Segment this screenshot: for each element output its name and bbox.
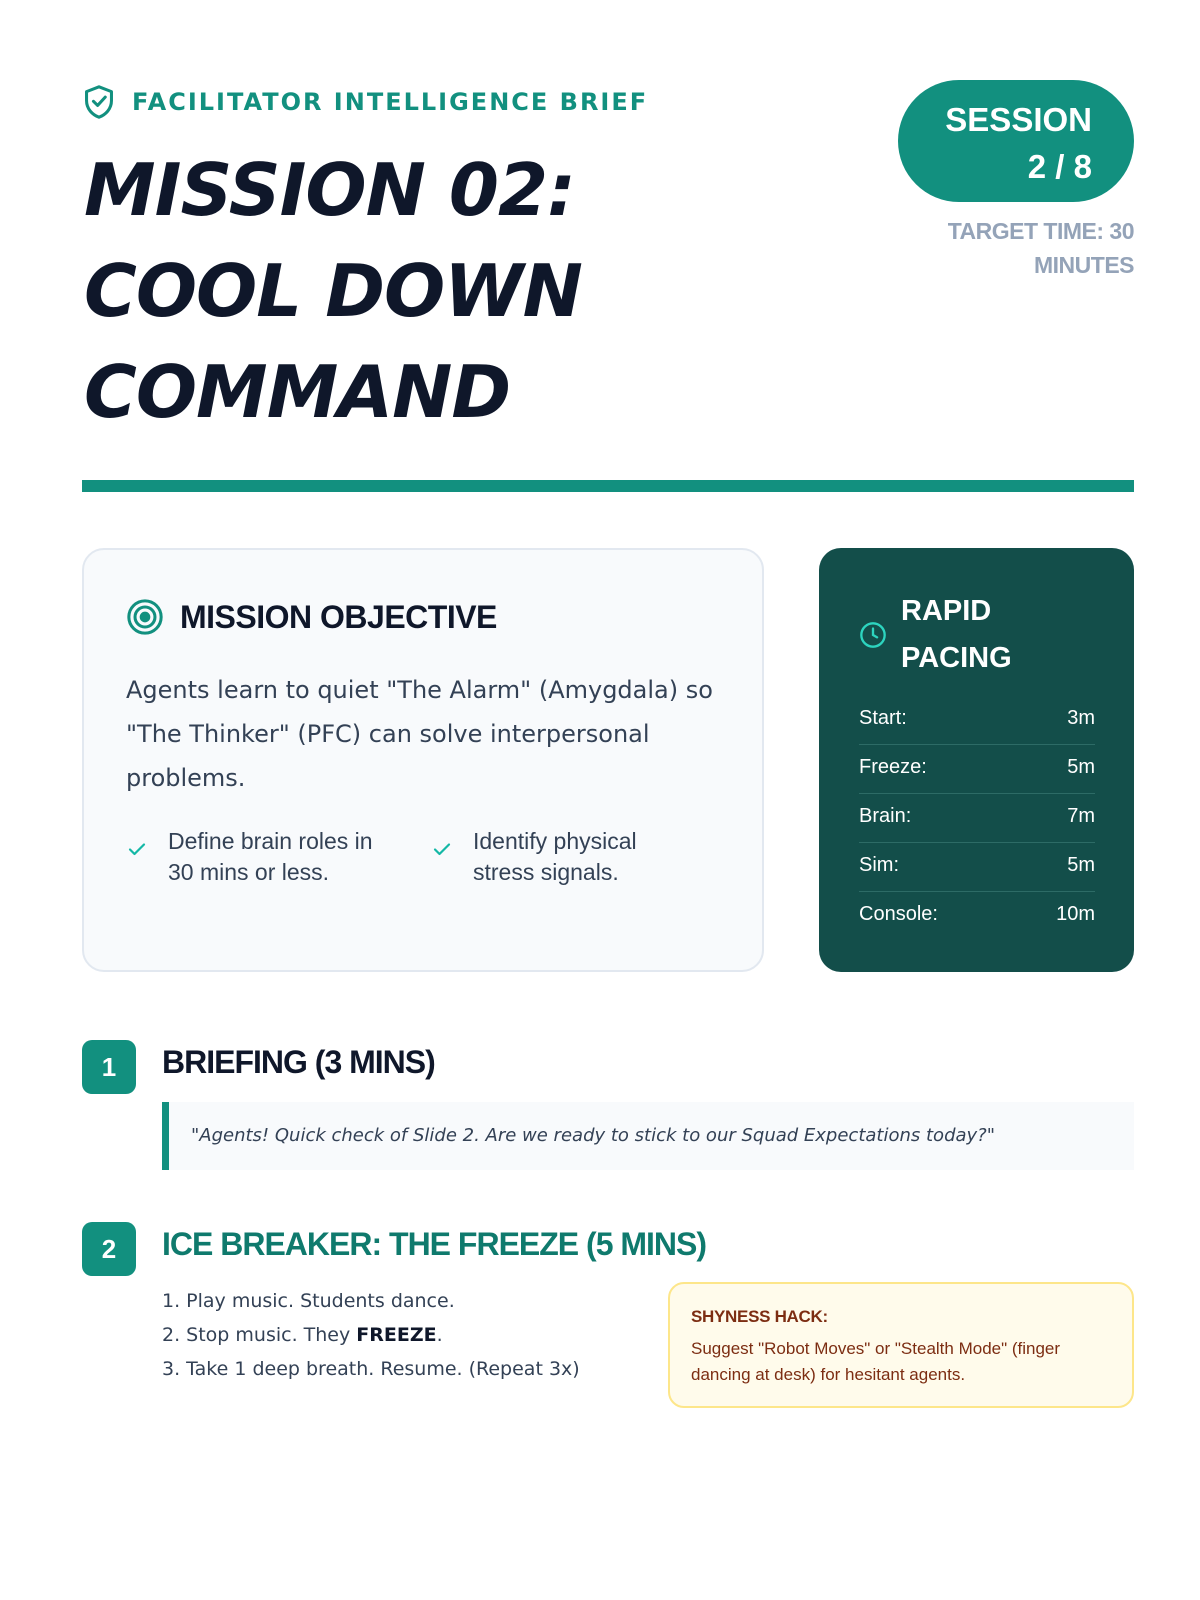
pacing-row: [859, 745, 1095, 794]
check-icon: [431, 838, 453, 860]
mission-objective-card: [82, 548, 764, 972]
pacing-label: Freeze:: [859, 756, 927, 778]
shyness-hack-callout: [668, 1282, 1134, 1408]
pacing-row: [859, 892, 1095, 940]
objective-goal: [431, 826, 736, 888]
pacing-value: 7m: [1067, 805, 1095, 827]
target-icon: [126, 598, 164, 636]
pacing-title-line: RAPID: [901, 595, 992, 627]
objective-heading: [126, 598, 497, 636]
pacing-label: Start:: [859, 707, 907, 729]
objective-goals: [126, 826, 736, 888]
pacing-list: [859, 696, 1095, 940]
section-title: ICE BREAKER: THE FREEZE (5 MINS): [162, 1226, 707, 1262]
briefing-quote: "Agents! Quick check of Slide 2. Are we ready to stick to our Squad Expectations today?": [162, 1102, 1134, 1170]
pacing-label: Sim:: [859, 854, 899, 876]
mission-title-line: COMMAND: [84, 350, 511, 434]
goal-line: Identify physical: [473, 828, 637, 854]
section-title: BRIEFING (3 MINS): [162, 1044, 435, 1080]
pacing-label: Brain:: [859, 805, 912, 827]
check-icon: [126, 838, 148, 860]
step-text: .: [436, 1324, 443, 1346]
hack-label: SHYNESS HACK:: [691, 1307, 828, 1326]
intelligence-brief-page: [82, 0, 1134, 1384]
goal-line: stress signals.: [473, 859, 619, 885]
goal-line: Define brain roles in: [168, 828, 373, 854]
objective-goal: [126, 826, 431, 888]
rapid-pacing-card: [819, 548, 1134, 972]
pacing-heading: [859, 588, 1061, 682]
hack-text-line: dancing at desk) for hesitant agents.: [691, 1365, 966, 1384]
hack-text-line: Suggest "Robot Moves" or "Stealth Mode" (finger: [691, 1339, 1061, 1358]
mission-title-line: MISSION 02:: [84, 148, 575, 232]
ice-breaker-steps: [162, 1284, 642, 1386]
session-badge: [898, 80, 1134, 202]
step-item: 3. Take 1 deep breath. Resume. (Repeat 3x): [162, 1358, 580, 1380]
target-time-line: MINUTES: [1034, 252, 1134, 278]
pacing-row: [859, 696, 1095, 745]
mission-title: [84, 140, 764, 443]
brief-header: [82, 0, 1134, 492]
pacing-value: 10m: [1056, 903, 1095, 925]
objective-title: MISSION OBJECTIVE: [180, 598, 497, 635]
pacing-value: 5m: [1067, 756, 1095, 778]
pacing-row: [859, 843, 1095, 892]
target-time-line: TARGET TIME: 30: [947, 218, 1134, 244]
section-number-badge: 1: [82, 1040, 136, 1094]
goal-line: 30 mins or less.: [168, 859, 330, 885]
step-item: [162, 1318, 642, 1352]
session-value: 2 / 8: [1027, 148, 1092, 185]
objective-text: Agents learn to quiet "The Alarm" (Amygdala) so "The Thinker" (PFC) can solve interpersonal problems.: [126, 676, 713, 792]
hack-text: [691, 1336, 1112, 1388]
pacing-title: [901, 588, 1061, 682]
pacing-row: [859, 794, 1095, 843]
step-text: 2. Stop music. They: [162, 1324, 357, 1346]
objective-goal-text: [168, 826, 373, 888]
pacing-label: Console:: [859, 903, 938, 925]
mission-title-line: COOL DOWN: [84, 249, 582, 333]
section-number-badge: 2: [82, 1222, 136, 1276]
step-item: 1. Play music. Students dance.: [162, 1290, 455, 1312]
eyebrow-label: FACILITATOR INTELLIGENCE BRIEF: [132, 88, 649, 116]
pacing-value: 3m: [1067, 707, 1095, 729]
pacing-value: 5m: [1067, 854, 1095, 876]
objective-goal-text: [473, 826, 637, 888]
clock-icon: [859, 621, 887, 649]
target-time: [914, 214, 1134, 282]
eyebrow-row: [82, 84, 648, 120]
header-divider: [82, 480, 1134, 492]
shield-check-icon: [82, 84, 116, 120]
step-emphasis: FREEZE: [356, 1324, 437, 1346]
session-label: SESSION: [945, 101, 1092, 138]
pacing-title-line: PACING: [901, 642, 1012, 674]
